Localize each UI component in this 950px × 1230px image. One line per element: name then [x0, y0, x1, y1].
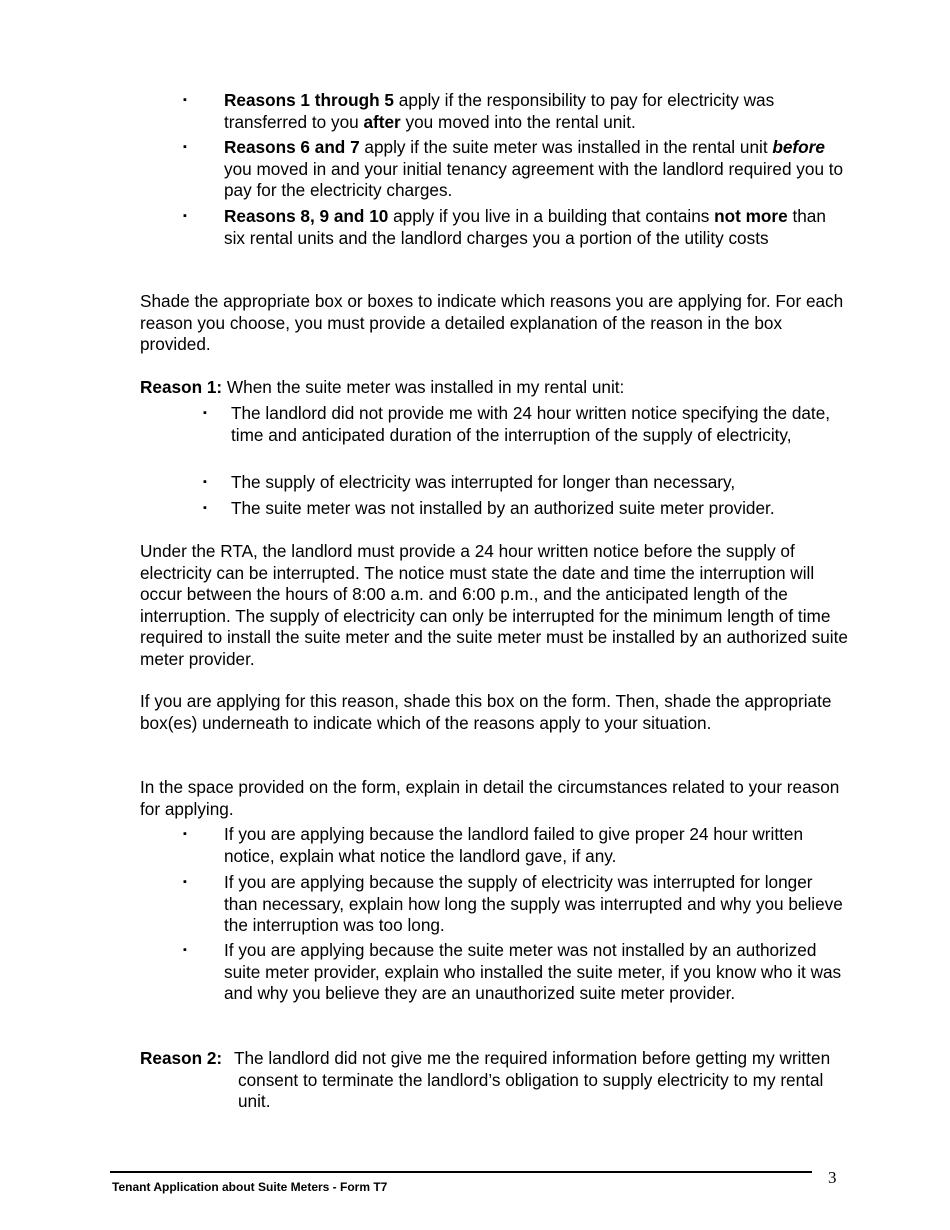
reason-2-text: The landlord did not give me the required information before getting my written consent to terminate the landlord’s obligation to supply electricity to my rental unit.: [234, 1048, 831, 1111]
bullet-icon: ▪: [183, 876, 187, 888]
intro-bullet-1: Reasons 1 through 5 apply if the responsibility to pay for electricity was transferred to you after you moved into the rental unit.: [224, 90, 775, 132]
bullet-icon: ▪: [183, 141, 187, 153]
reason-1-bullet-2: The supply of electricity was interrupted for longer than necessary,: [231, 472, 736, 492]
applying-instructions: If you are applying for this reason, shade this box on the form. Then, shade the appropriate box(es) underneath to indicate which of the reasons apply to your situation.: [140, 691, 832, 733]
footer-divider: [110, 1171, 812, 1173]
bullet-icon: ▪: [183, 944, 187, 956]
intro-bullet-3: Reasons 8, 9 and 10 apply if you live in a building that contains not more than six rental units and the landlord charges you a portion of the utility costs: [224, 206, 826, 248]
reason-1-heading: Reason 1: When the suite meter was installed in my rental unit:: [140, 377, 625, 397]
bullet-icon: ▪: [183, 94, 187, 106]
bullet-icon: ▪: [203, 502, 207, 514]
shade-instructions: Shade the appropriate box or boxes to indicate which reasons you are applying for. For each reason you choose, you must provide a detailed explanation of the reason in the box provided.: [140, 291, 844, 354]
explain-bullet-3: If you are applying because the suite meter was not installed by an authorized suite meter provider, explain who installed the suite meter, if you know who it was and why you believe they are an unauthorized suite meter provider.: [224, 940, 842, 1003]
reason-1-bullet-3: The suite meter was not installed by an authorized suite meter provider.: [231, 498, 775, 518]
space-instructions: In the space provided on the form, explain in detail the circumstances related to your reason for applying.: [140, 777, 840, 819]
rta-explanation: Under the RTA, the landlord must provide a 24 hour written notice before the supply of electricity can be interrupted. The notice must state the date and time the interruption will occur between the hours of 8:00 a.m. and 6:00 p.m., and the anticipated length of the interruption. The supply of electricity can only be interrupted for the minimum length of time required to install the suite meter and the suite meter must be installed by an authorized suite meter provider.: [140, 541, 848, 669]
bullet-icon: ▪: [183, 828, 187, 840]
reason-1-bullet-1: The landlord did not provide me with 24 hour written notice specifying the date, time and anticipated duration of the interruption of the supply of electricity,: [231, 403, 831, 445]
bullet-icon: ▪: [203, 407, 207, 419]
reason-2-label: Reason 2:: [140, 1048, 223, 1068]
explain-bullet-1: If you are applying because the landlord failed to give proper 24 hour written notice, explain what notice the landlord gave, if any.: [224, 824, 804, 866]
bullet-icon: ▪: [183, 210, 187, 222]
bullet-icon: ▪: [203, 476, 207, 488]
explain-bullet-2: If you are applying because the supply of electricity was interrupted for longer than necessary, explain how long the supply was interrupted and why you believe the interruption was too long.: [224, 872, 843, 935]
footer-form-title: Tenant Application about Suite Meters - Form T7: [112, 1180, 388, 1194]
page-number: 3: [828, 1168, 837, 1187]
intro-bullet-2: Reasons 6 and 7 apply if the suite meter was installed in the rental unit before you moved in and your initial tenancy agreement with the landlord required you to pay for the electricity charges.: [224, 137, 844, 200]
